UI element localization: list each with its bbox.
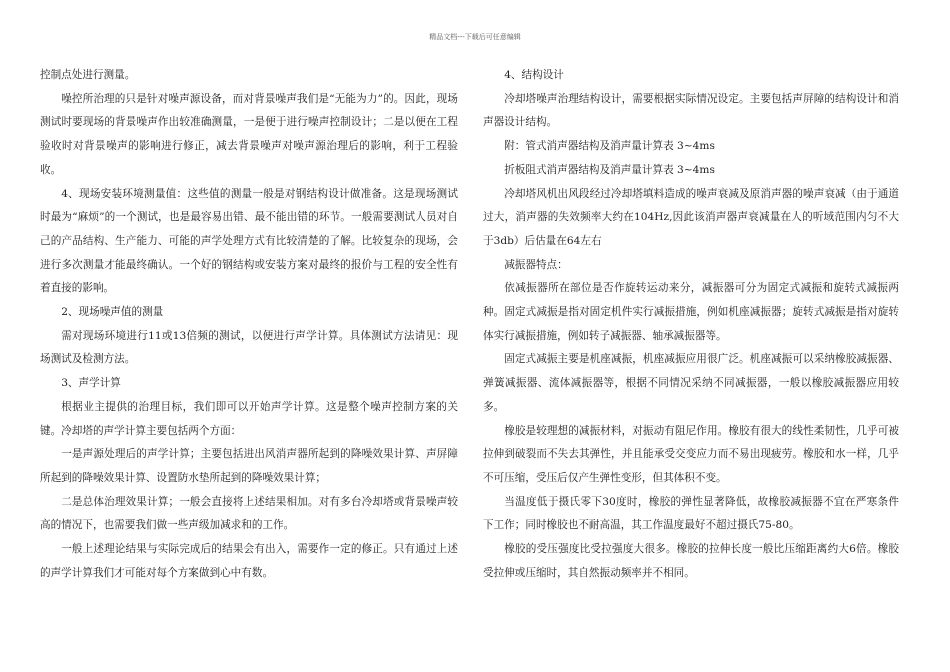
section-heading: 2、现场噪声值的测量: [61, 306, 164, 319]
paragraph: 折板阻式消声器结构及消声量计算表 3~4ms: [504, 163, 715, 176]
page-header: 精品文档---下载后可任意编辑: [429, 33, 521, 41]
right-column: [483, 64, 899, 585]
left-column: [40, 64, 458, 585]
paragraph: 一般上述理论结果与实际完成后的结果会有出入，需要作一定的修正。只有通过上述的声学计算我们才可能对每个方案做到心中有数。: [40, 543, 458, 579]
paragraph: 橡胶是较理想的减振材料，对振动有阻尼作用。橡胶有很大的线性柔韧性，几乎可被拉伸到破裂而不失去其弹性，并且能承受交变应力而不易出现疲劳。橡胶和水一样，几乎不可压缩，受压后仅产生弹性变形，但其体积不变。: [483, 424, 899, 484]
paragraph: 一是声源处理后的声学计算；主要包括进出风消声器所起到的降噪效果计算、声屏障所起到的降噪效果计算、设置防水垫所起到的降噪效果计算；: [40, 448, 458, 484]
paragraph: 依减振器所在部位是否作旋转运动来分，减振器可分为固定式减振和旋转式减振两种。固定式减振是指对固定机件实行减振措施，例如机座减振器；旋转式减振是指对旋转体实行减振措施，例如转子减振器、轴承减振器等。: [483, 282, 899, 342]
paragraph: 橡胶的受压强度比受拉强度大很多。橡胶的拉伸长度一般比压缩距离约大6倍。橡胶受拉伸或压缩时，其自然振动频率并不相同。: [483, 543, 899, 579]
paragraph: 噪控所治理的只是针对噪声源设备，而对背景噪声我们是“无能为力”的。因此，现场测试时要现场的背景噪声作出较准确测量，一是便于进行噪声控制设计；二是以便在工程验收时对背景噪声的影响进行修正，减去背景噪声对噪声源治理后的影响，利于工程验收。: [40, 92, 458, 176]
paragraph: 冷却塔噪声治理结构设计，需要根据实际情况设定。主要包括声屏障的结构设计和消声器设计结构。: [483, 92, 899, 129]
paragraph: 根据业主提供的治理目标，我们即可以开始声学计算。这是整个噪声控制方案的关键。冷却塔的声学计算主要包括两个方面：: [40, 400, 458, 437]
paragraph: 二是总体治理效果计算；一般会直接将上述结果相加。对有多台冷却塔或背景噪声较高的情况下，也需要我们做一些声级加减求和的工作。: [40, 495, 458, 532]
section-heading: 3、声学计算: [61, 377, 121, 390]
paragraph: 4、现场安装环境测量值：这些值的测量一般是对钢结构设计做准备。这是现场测试时最为“麻烦”的一个测试，也是最容易出错、最不能出错的环节。一般需要测试人员对自己的产品结构、生产能力、可能的声学处理方式有比较清楚的了解。比较复杂的现场，会进行多次测量才能最终确认。一个好的钢结构或安装方案对最终的报价与工程的安全性有着直接的影响。: [40, 187, 458, 295]
paragraph: 控制点处进行测量。: [40, 69, 136, 81]
paragraph: 需对现场环境进行11或13倍频的测试，以便进行声学计算。具体测试方法请见：现场测试及检测方法。: [40, 329, 458, 366]
paragraph: 附：管式消声器结构及消声量计算表 3~4ms: [504, 140, 715, 153]
paragraph: 当温度低于摄氏零下30度时，橡胶的弹性显著降低，故橡胶减振器不宜在严寒条件下工作；同时橡胶也不耐高温，其工作温度最好不超过摄氏75-80。: [483, 495, 899, 532]
paragraph: 固定式减振主要是机座减振，机座减振应用很广泛。机座减振可以采纳橡胶减振器、弹簧减振器、流体减振器等，根据不同情况采纳不同减振器，一般以橡胶减振器应用较多。: [483, 353, 899, 413]
section-heading: 减振器特点：: [504, 258, 568, 271]
section-heading: 4、结构设计: [504, 69, 564, 81]
paragraph: 冷却塔风机出风段经过冷却塔填料造成的噪声衰减及原消声器的噪声衰减（由于通道过大，消声器的失效频率大约在104Hz,因此该消声器声衰减量在人的听域范围内匀不大于3db）后估量在64左右: [483, 187, 899, 247]
